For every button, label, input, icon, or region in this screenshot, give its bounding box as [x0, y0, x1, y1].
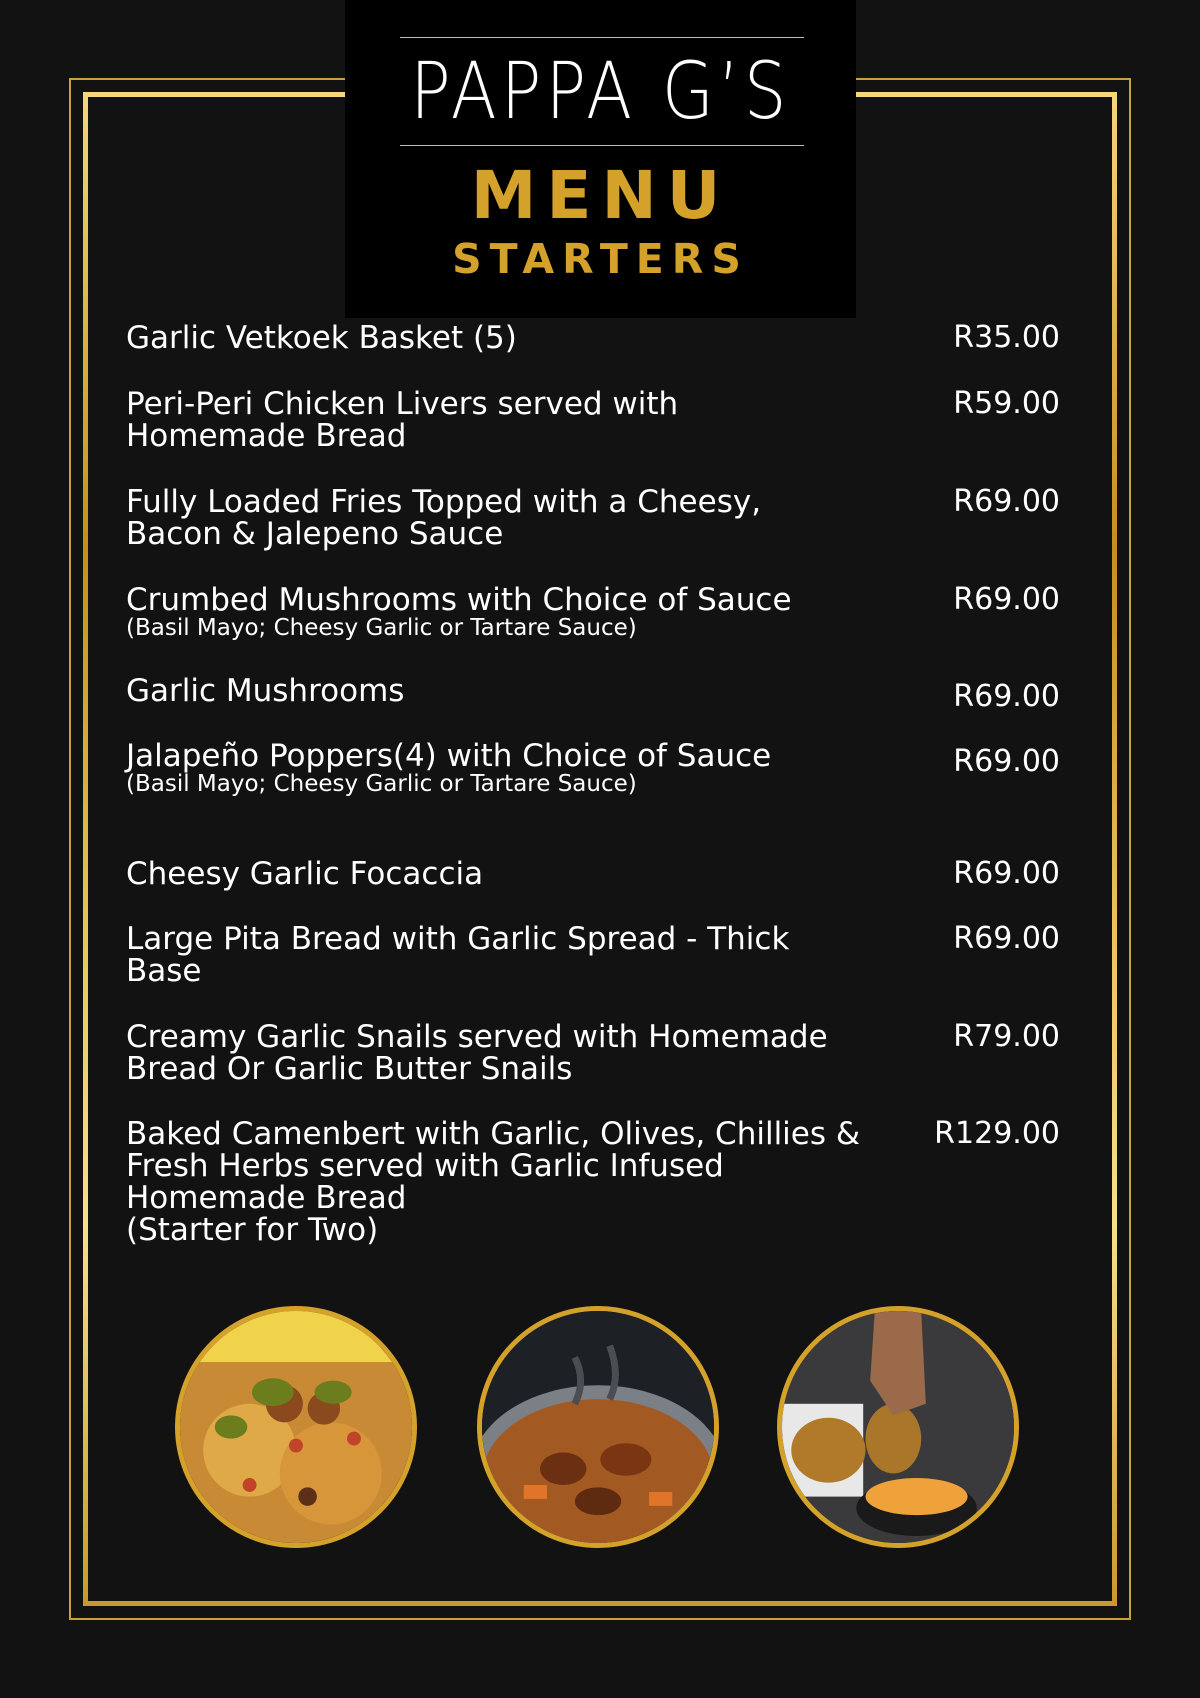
loaded-fries-icon [180, 1311, 412, 1543]
header-banner [345, 0, 856, 318]
item-name: Jalapeño Poppers(4) with Choice of Sauce [126, 738, 772, 774]
menu-item [126, 322, 896, 354]
item-price: R69.00 [953, 484, 1060, 519]
item-name: Creamy Garlic Snails served with Homemade Bread Or Garlic Butter Snails [126, 1019, 828, 1087]
section-title: STARTERS [452, 235, 749, 283]
header-rule-bottom [400, 145, 804, 146]
item-price: R69.00 [953, 744, 1060, 779]
stew-pot-icon [482, 1311, 714, 1543]
item-note: (Basil Mayo; Cheesy Garlic or Tartare Sauce) [126, 771, 637, 797]
item-price: R69.00 [953, 679, 1060, 714]
item-price: R129.00 [934, 1116, 1060, 1151]
item-name: Large Pita Bread with Garlic Spread - Thick Base [126, 921, 790, 989]
menu-item [126, 858, 896, 890]
menu-item [126, 740, 896, 796]
menu-item [126, 388, 896, 452]
stew-pot-photo [477, 1306, 719, 1548]
item-price: R79.00 [953, 1019, 1060, 1054]
item-name: Cheesy Garlic Focaccia [126, 856, 484, 892]
menu-item [126, 486, 896, 550]
poppers-dip-icon [782, 1311, 1014, 1543]
header-rule-top [400, 37, 804, 38]
menu-item [126, 923, 896, 987]
loaded-fries-photo [175, 1306, 417, 1548]
item-price: R35.00 [953, 320, 1060, 355]
item-price: R59.00 [953, 386, 1060, 421]
item-name: Crumbed Mushrooms with Choice of Sauce [126, 582, 792, 618]
menu-item [126, 584, 896, 640]
item-price: R69.00 [953, 921, 1060, 956]
item-price: R69.00 [953, 582, 1060, 617]
item-name: Fully Loaded Fries Topped with a Cheesy, Bacon & Jalepeno Sauce [126, 484, 762, 552]
item-price: R69.00 [953, 856, 1060, 891]
item-name: Garlic Vetkoek Basket (5) [126, 320, 517, 356]
menu-title: MENU [470, 157, 731, 234]
menu-item [126, 1021, 896, 1085]
item-name: Garlic Mushrooms [126, 673, 405, 709]
brand-name: PAPPA G’S [410, 47, 791, 137]
item-name: Baked Camenbert with Garlic, Olives, Chillies & Fresh Herbs served with Garlic Infused Homemade Bread (Starter for Two) [126, 1116, 861, 1248]
item-name: Peri-Peri Chicken Livers served with Homemade Bread [126, 386, 679, 454]
menu-item [126, 1118, 896, 1246]
menu-item [126, 675, 896, 707]
poppers-dip-photo [777, 1306, 1019, 1548]
item-note: (Basil Mayo; Cheesy Garlic or Tartare Sauce) [126, 615, 637, 641]
